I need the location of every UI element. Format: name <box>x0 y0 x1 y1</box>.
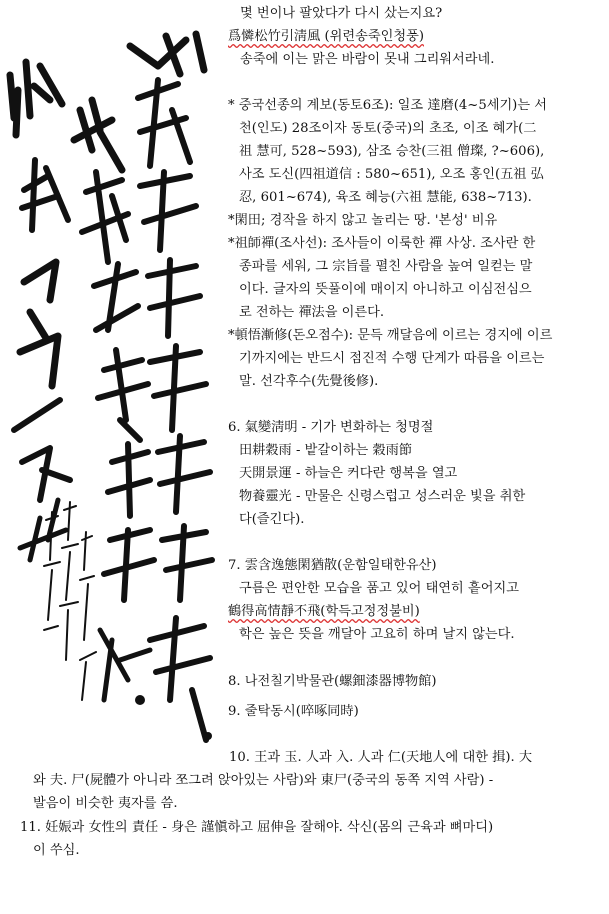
text-line: 사조 도신(四祖道信 : 580~651), 오조 홍인(五祖 弘 <box>239 167 544 182</box>
text-line: 구름은 편안한 모습을 품고 있어 태연히 흩어지고 <box>239 581 519 596</box>
text-line: 7. 雲含逸態閑猶散(운함일태한유산) <box>228 558 437 573</box>
text-line: 9. 줄탁동시(啐啄同時) <box>228 704 359 719</box>
text-line: 祖 慧可, 528~593), 삼조 승찬(三祖 僧璨, ?~606), <box>239 144 545 159</box>
text-line: 천(인도) 28조이자 동토(중국)의 초조, 이조 혜가(二 <box>239 121 537 136</box>
text-line: *頓悟漸修(돈오점수): 문득 깨달음에 이르는 경지에 이르 <box>228 328 553 343</box>
text-line: 이 쑤심. <box>33 843 80 858</box>
text-line: 몇 번이나 팔았다가 다시 샀는지요? <box>240 6 443 21</box>
text-line: 송죽에 이는 맑은 바람이 못내 그리워서라네. <box>240 52 495 67</box>
text-line: 10. 王과 玉. 人과 入. 人과 仁(天地人에 대한 揖). 大 <box>229 750 533 765</box>
text-line: 物養靈光 - 만물은 신령스럽고 성스러운 빛을 취한 <box>239 489 526 504</box>
text-line: 말. 선각후수(先覺後修). <box>239 374 379 389</box>
text-line: 이다. 글자의 뜻풀이에 매이지 아니하고 이심전심으 <box>239 282 532 297</box>
text-line: * 중국선종의 계보(동토6조): 일조 達磨(4~5세기)는 서 <box>228 98 547 113</box>
text-line: 8. 나전칠기박물관(螺鈿漆器博物館) <box>228 674 437 689</box>
text-line: 와 夫. 尸(屍體가 아니라 쪼그려 앉아있는 사람)와 東尸(중국의 동쪽 지역 사람) - <box>33 773 494 788</box>
text-line: 11. 妊娠과 女性의 責任 - 身은 謹愼하고 屈伸을 잘해야. 삭신(몸의 근육과 뼈마디) <box>20 820 494 835</box>
text-line: 田耕穀雨 - 밭갈이하는 穀雨節 <box>239 443 413 458</box>
text-line: 天開景運 - 하늘은 커다란 행복을 열고 <box>239 466 458 481</box>
text-line: 종파를 세워, 그 宗旨를 펼친 사람을 높여 일컫는 말 <box>239 259 533 274</box>
text-line: 爲憐松竹引淸風 (위련송죽인청풍) <box>228 29 424 44</box>
text-line: 로 전하는 禪法을 이른다. <box>239 305 385 320</box>
text-line: 발음이 비슷한 夷자를 씀. <box>33 796 178 811</box>
text-line: *祖師禪(조사선): 조사들이 이룩한 禪 사상. 조사란 한 <box>228 236 536 251</box>
text-line: 鶴得高情靜不飛(학득고정정불비) <box>228 604 420 619</box>
text-line: 학은 높은 뜻을 깨달아 고요히 하며 날지 않는다. <box>239 627 515 642</box>
text-line: *閑田; 경작을 하지 않고 놀리는 땅. '본성' 비유 <box>228 213 498 228</box>
text-line: 6. 氣變淸明 - 기가 변화하는 청명절 <box>228 420 434 435</box>
text-line: 기까지에는 반드시 점진적 수행 단계가 따름을 이르는 <box>239 351 545 366</box>
text-line: 忍, 601~674), 육조 혜능(六祖 慧能, 638~713). <box>239 190 532 205</box>
text-line: 다(즐긴다). <box>239 512 305 527</box>
